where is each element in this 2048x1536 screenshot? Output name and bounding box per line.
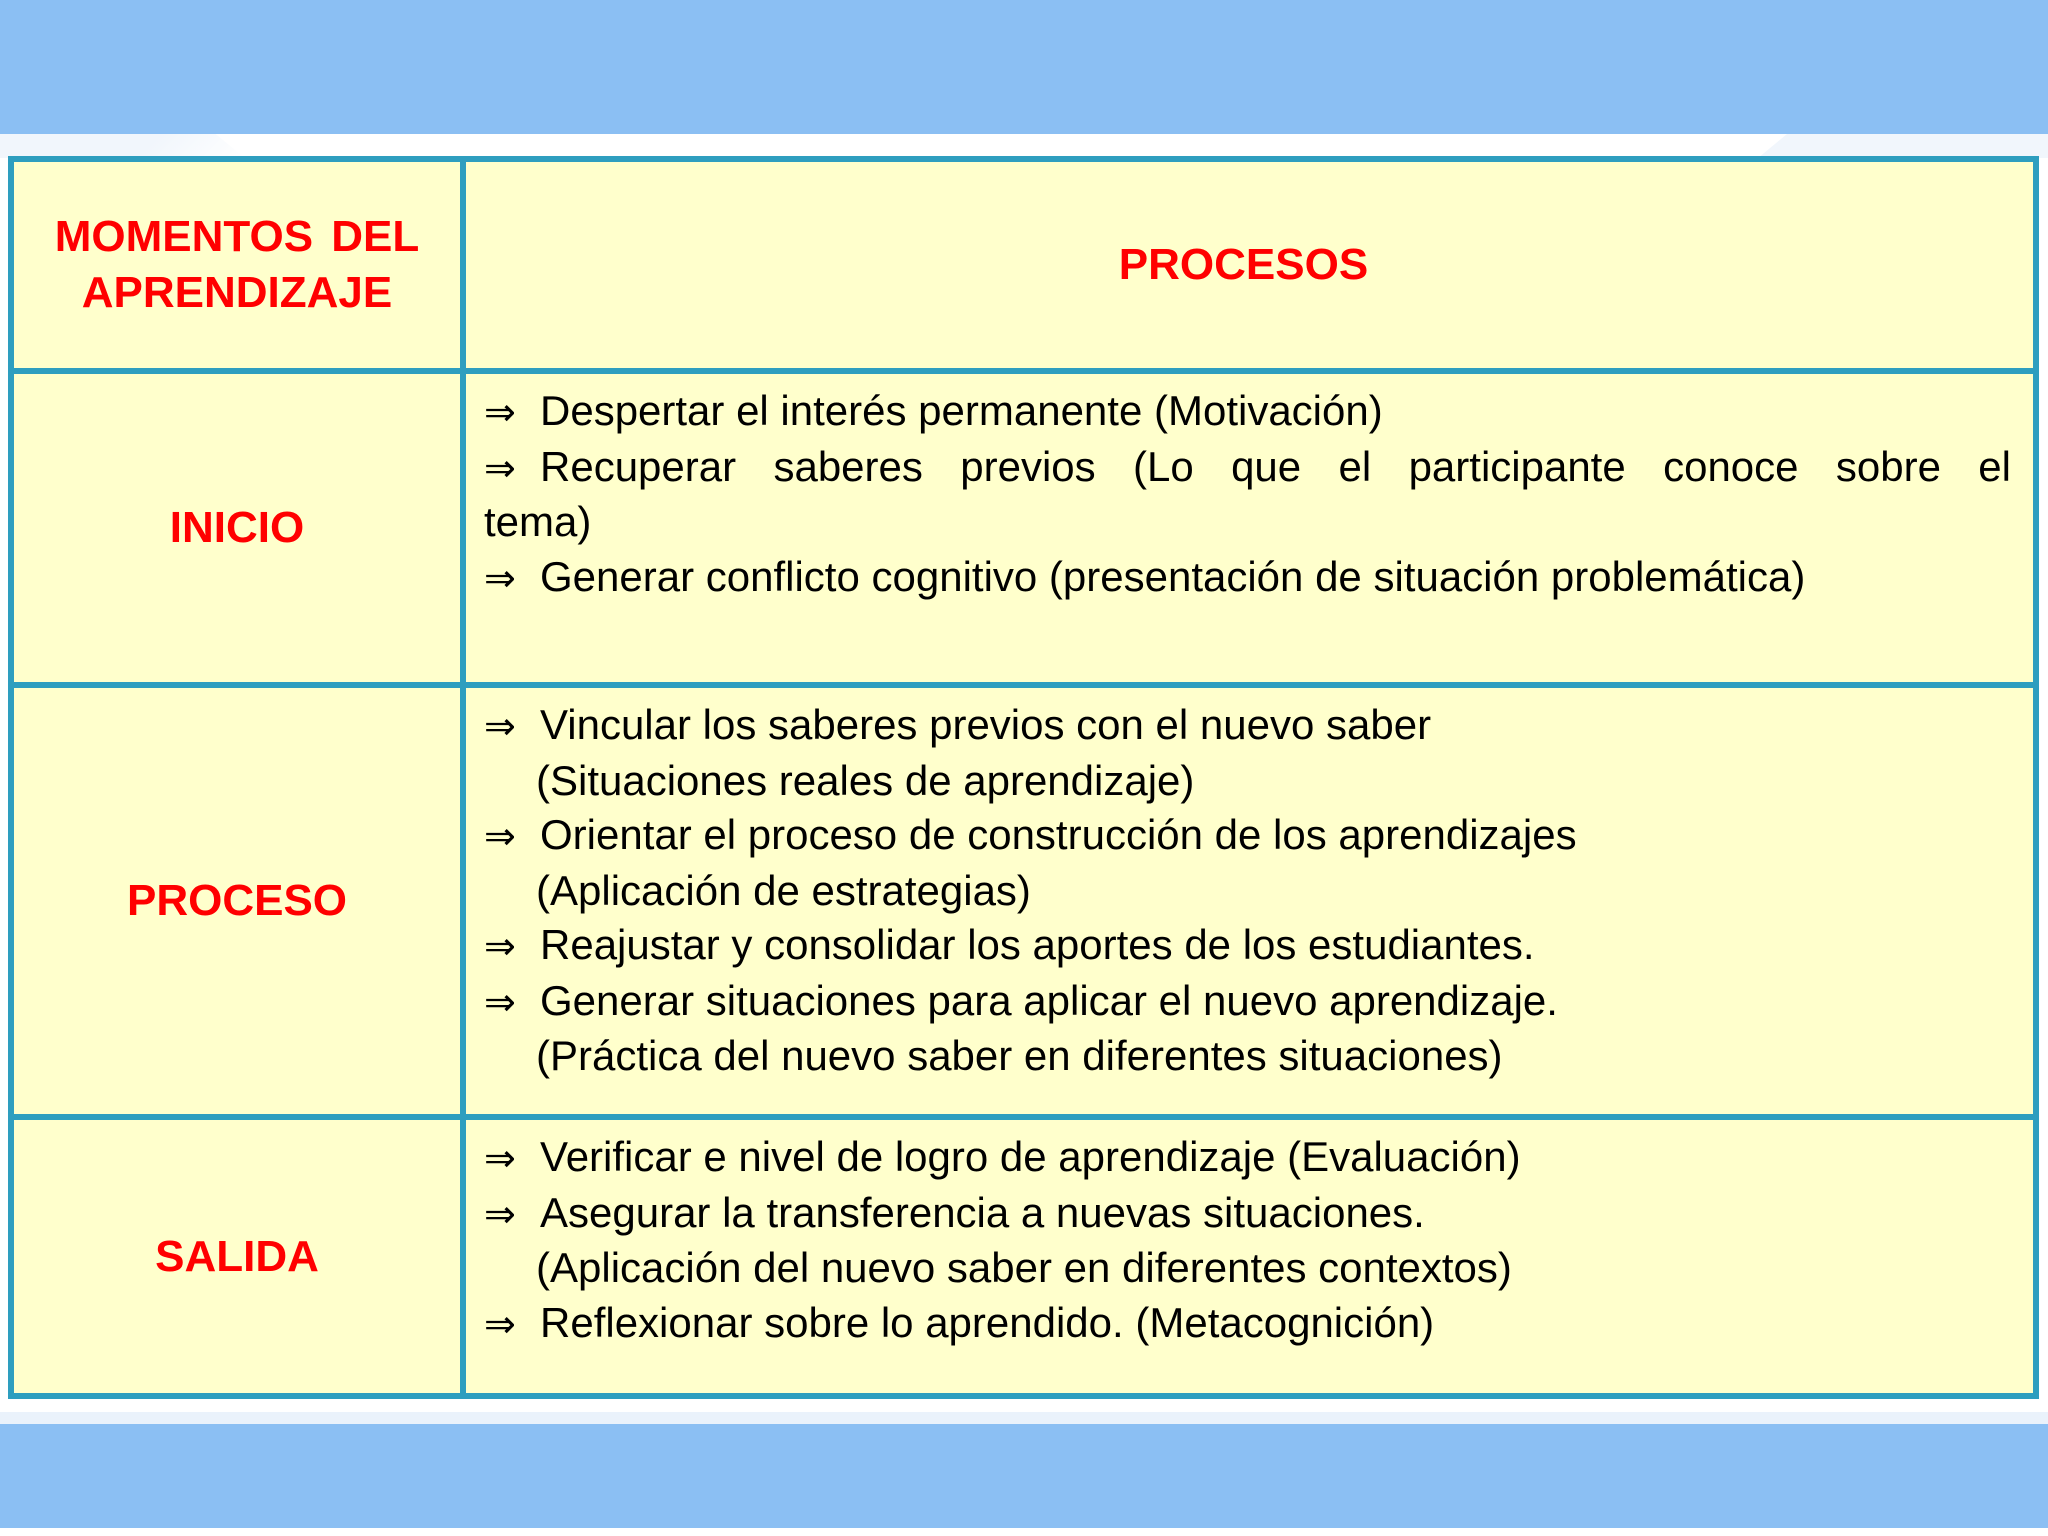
top-band-tab-right (1758, 134, 2048, 158)
process-item-text: Asegurar la transferencia a nuevas situaciones. (540, 1188, 1425, 1236)
process-item-text: Vincular los saberes previos con el nuevo saber (540, 701, 1432, 748)
process-item (484, 918, 2011, 974)
process-item-text: Reajustar y consolidar los aportes de los estudiantes. (540, 921, 1535, 968)
header-processes-cell (466, 162, 2033, 374)
process-cell-inicio (466, 374, 2033, 688)
implies-arrow-icon: ⇒ (484, 1301, 516, 1346)
header-processes-title: PROCESOS (1118, 240, 1369, 289)
header-moments-line1: MOMENTOS DEL (54, 212, 420, 261)
process-item-detail: (Situaciones reales de aprendizaje) (536, 756, 1195, 804)
process-cell-salida (466, 1120, 2033, 1393)
process-item-text: Reflexionar sobre lo aprendido. (Metacognición) (540, 1298, 1435, 1346)
process-item-detail: (Aplicación del nuevo saber en diferentes contextos) (536, 1244, 1512, 1291)
process-item (484, 1186, 2011, 1296)
process-item (484, 1296, 2011, 1352)
process-item (484, 974, 2011, 1084)
header-moments-line2: APRENDIZAJE (81, 268, 393, 317)
process-item-text: Despertar el interés permanente (Motivación) (540, 387, 1383, 434)
process-item-detail: (Práctica del nuevo saber en diferentes situaciones) (536, 1032, 1503, 1079)
process-item (484, 550, 2011, 606)
process-item (484, 384, 2011, 440)
implies-arrow-icon: ⇒ (484, 555, 516, 600)
implies-arrow-icon: ⇒ (484, 1136, 516, 1180)
implies-arrow-icon: ⇒ (484, 979, 516, 1024)
process-item-text: Verificar e nivel de logro de aprendizaje (Evaluación) (540, 1133, 1521, 1180)
learning-moments-table (8, 156, 2039, 1399)
process-item (484, 698, 2011, 808)
process-item (484, 808, 2011, 918)
bottom-band (0, 1424, 2048, 1528)
moment-cell-salida (14, 1120, 466, 1393)
implies-arrow-icon: ⇒ (484, 814, 516, 858)
moment-label-salida: SALIDA (155, 1231, 319, 1281)
moment-label-proceso: PROCESO (126, 876, 348, 925)
implies-arrow-icon: ⇒ (484, 924, 516, 968)
moment-label-inicio: INICIO (169, 503, 305, 552)
implies-arrow-icon: ⇒ (484, 704, 516, 748)
implies-arrow-icon: ⇒ (484, 1191, 516, 1236)
process-item-text: Recuperar saberes previos (Lo que el participante conoce sobre el tema) (484, 442, 2011, 545)
top-band (0, 0, 2048, 134)
implies-arrow-icon: ⇒ (484, 445, 516, 490)
process-item-text: Generar situaciones para aplicar el nuevo aprendizaje. (540, 976, 1558, 1024)
implies-arrow-icon: ⇒ (484, 390, 516, 434)
header-moments-cell (14, 162, 466, 374)
moment-cell-inicio (14, 374, 466, 688)
process-item-detail: (Aplicación de estrategias) (536, 866, 1031, 914)
process-item (484, 1130, 2011, 1186)
top-band-tab-left (0, 134, 245, 158)
header-moments-title (55, 209, 420, 321)
process-item (484, 440, 2011, 550)
moment-cell-proceso (14, 688, 466, 1120)
process-item-text: Orientar el proceso de construcción de los aprendizajes (540, 811, 1577, 858)
process-item-text: Generar conflicto cognitivo (presentación de situación problemática) (540, 552, 1806, 600)
bottom-band-edge (0, 1412, 2048, 1424)
process-cell-proceso (466, 688, 2033, 1120)
